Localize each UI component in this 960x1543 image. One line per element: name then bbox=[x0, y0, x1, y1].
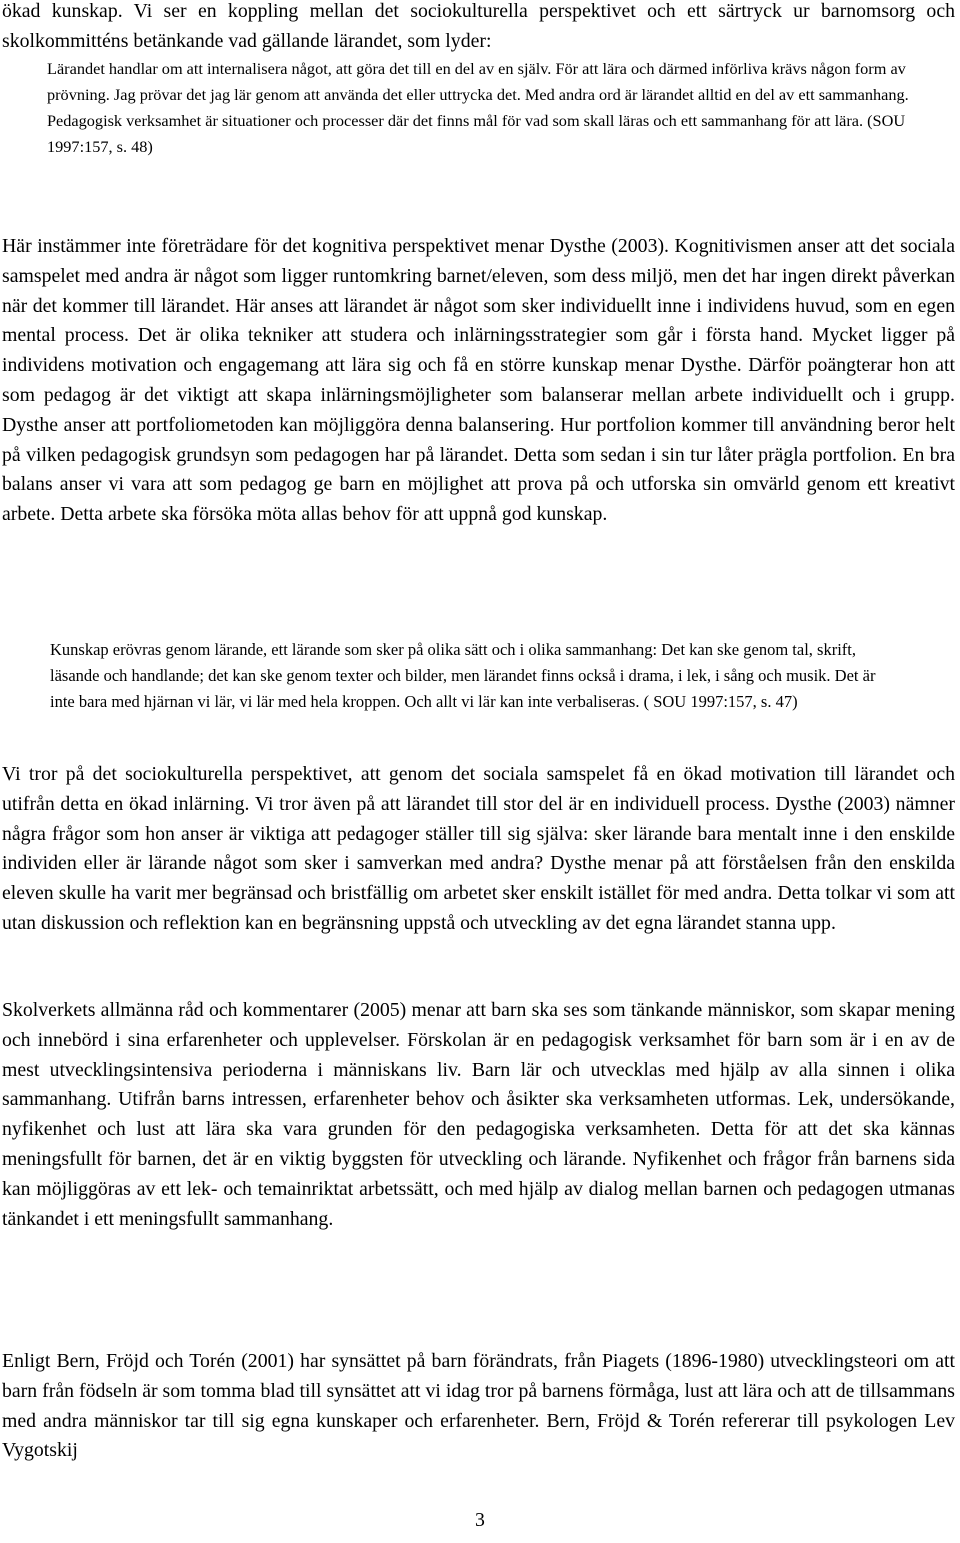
body-paragraph-cognitive-perspective: Här instämmer inte företrädare för det kognitiva perspektivet menar Dysthe (2003). Kognitivismen anser att det sociala samspelet med andra är något som ligger runtomkring barnet/eleven, som dess miljö, men det har ingen direkt påverkan när det kommer till lärandet. Här anses att lärandet är något som sker individuellt inne i individens huvud, som en egen mental process. Det är olika tekniker att studera och inlärningsstrategier som går i första hand. Mycket ligger på individens motivation och engagemang att lära sig och få en större kunskap menar Dysthe. Därför poängterar hon att som pedagog är det viktigt att skapa inlärningsmöjligheter som balanserar mellan arbete individuellt och i grupp. Dysthe anser att portfoliometoden kan möjliggöra denna balansering. Hur portfolion kommer till användning beror helt på vilken pedagogisk grundsyn som pedagogen har på lärandet. Detta som sedan i sin tur låter prägla portfolion. En bra balans anser vi vara att som pedagog ge barn en möjlighet att prova på och utforska sin omvärld genom ett kreativt arbete. Detta arbete ska försöka möta allas behov för att uppnå god kunskap. bbox=[2, 235, 955, 526]
body-paragraph-skolverket: Skolverkets allmänna råd och kommentarer (2005) menar att barn ska ses som tänkande människor, som skapar mening och innebörd i sina erfarenheter och upplevelser. Förskolan är en pedagogisk verksamhet för barn som är i en av de mest utvecklingsintensiva perioderna i människans liv. Barn lär och utvecklas med hjälp av alla sinnen i olika sammanhang. Utifrån barns intressen, erfarenheter behov och åsikter ska verksamheten utformas. Lek, undersökande, nyfikenhet och lust att lära ska vara grunden för den pedagogiska verksamheten. Detta för att det ska kännas meningsfullt för barnen, det är en viktig byggsten för utveckling och lärande. Nyfikenhet och frågor från barnens sida kan möjliggöras av ett lek- och temainriktat arbetssätt, och med hjälp av dialog mellan barnen och pedagogen utmanas tänkandet i ett meningsfullt sammanhang. bbox=[2, 999, 955, 1230]
intro-paragraph: ökad kunskap. Vi ser en koppling mellan det sociokulturella perspektivet och ett särtryck ur barnomsorg och skolkommitténs betänkande vad gällande lärandet, som lyder: bbox=[2, 0, 955, 52]
block-quote-sou-48: Lärandet handlar om att internalisera något, att göra det till en del av en själv. För att lära och därmed införliva krävs någon form av prövning. Jag prövar det jag lär genom att använda det eller uttrycka det. Med andra ord är lärandet alltid en del av ett sammanhang. Pedagogisk verksamhet är situationer och processer där det finns mål för vad som skall läras och ett sammanhang för att lära. (SOU 1997:157, s. 48) bbox=[47, 59, 909, 156]
body-paragraph-sociocultural: Vi tror på det sociokulturella perspektivet, att genom det sociala samspelet få en ökad motivation till lärandet och utifrån detta en ökad inlärning. Vi tror även på att lärandet till stor del är en individuell process. Dysthe (2003) nämner några frågor som hon anser är viktiga att pedagoger ställer till sig själva: sker lärande bara mentalt inne i den enskilde individen eller är lärande något som sker i samverkan med andra? Dysthe menar på att förståelsen från den enskilda eleven skulle ha varit mer begränsad och bristfällig om arbetet sker enskilt istället för med andra. Detta tolkar vi som att utan diskussion och reflektion kan en begränsning uppstå och utveckling av det egna lärandet stanna upp. bbox=[2, 763, 955, 934]
block-quote-sou-47: Kunskap erövras genom lärande, ett lärande som sker på olika sätt och i olika sammanhang: Det kan ske genom tal, skrift, läsande och handlande; det kan ske genom texter och bilder, men lärandet finns också i drama, i lek, i sång och musik. Det är inte bara med hjärnan vi lär, vi lär med hela kroppen. Och allt vi lär kan inte verbaliseras. ( SOU 1997:157, s. 47) bbox=[50, 640, 876, 711]
page-number: 3 bbox=[475, 1509, 485, 1531]
body-paragraph-bern-frojd-toren: Enligt Bern, Fröjd och Torén (2001) har synsättet på barn förändrats, från Piagets (1896-1980) utvecklingsteori om att barn från födseln är som tomma blad till synsättet att vi idag tror på barnens förmåga, lust att lära och att de tillsammans med andra människor tar till sig egna kunskaper och erfarenheter. Bern, Fröjd & Torén refererar till psykologen Lev Vygotskij bbox=[2, 1350, 955, 1462]
